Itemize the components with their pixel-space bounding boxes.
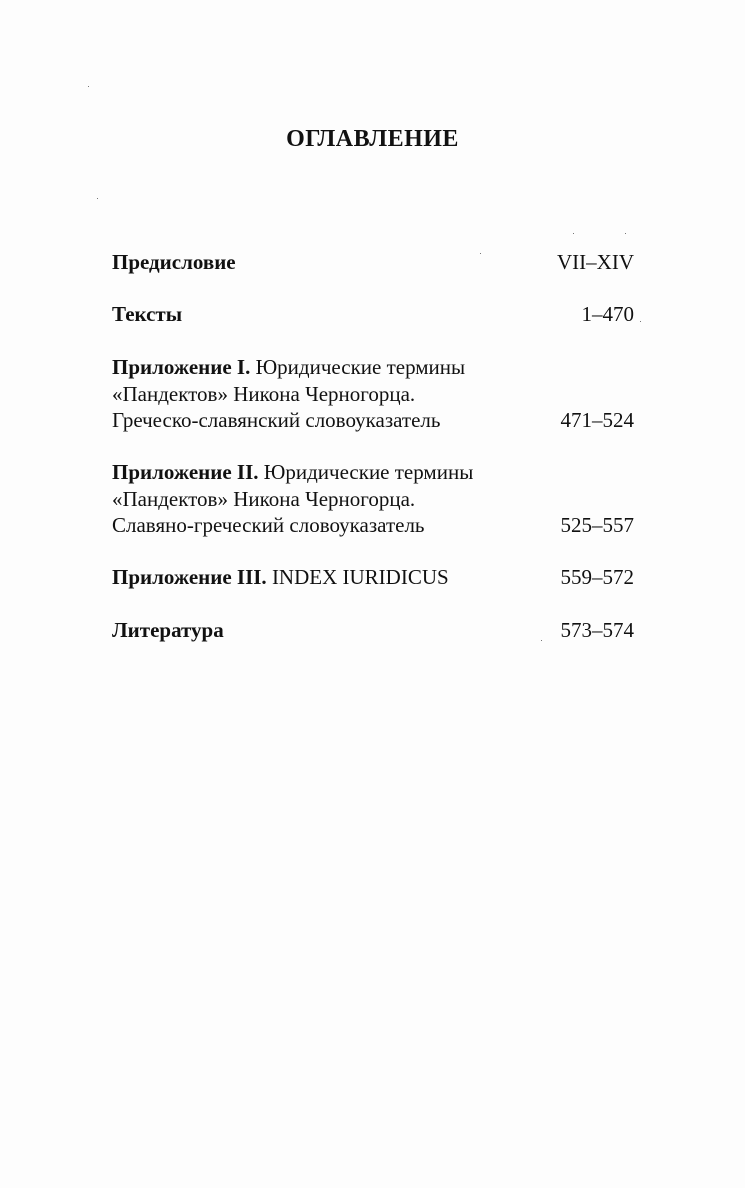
scan-speck xyxy=(88,86,89,87)
page-title: ОГЛАВЛЕНИЕ xyxy=(286,126,459,152)
toc-entry-pages: 471–524 xyxy=(560,408,634,432)
toc-entry-pages: 525–557 xyxy=(560,513,634,537)
scan-speck xyxy=(625,233,626,234)
toc-entry-heading: Предисловие xyxy=(112,250,236,274)
toc-entry-line: Греческо-славянский словоуказатель xyxy=(112,408,441,432)
toc-entry-heading: Тексты xyxy=(112,302,183,326)
toc-entry-preface[interactable] xyxy=(112,249,634,276)
toc-entry-subtitle: INDEX IURIDICUS xyxy=(266,565,449,589)
toc-entry-heading: Приложение II. xyxy=(112,460,259,484)
toc-entry-text xyxy=(112,249,532,276)
toc-entry-pages: VII–XIV xyxy=(557,250,634,274)
scan-speck xyxy=(97,198,98,199)
scan-speck xyxy=(573,233,574,234)
toc-entry-appendix-2[interactable] xyxy=(112,459,634,539)
toc-entry-texts[interactable] xyxy=(112,301,634,328)
toc-entry-text xyxy=(112,354,532,434)
scan-speck xyxy=(480,253,481,254)
toc-entry-text xyxy=(112,301,532,328)
toc-entry-heading: Приложение III. xyxy=(112,565,267,589)
toc-entry-pages: 1–470 xyxy=(581,302,634,326)
scan-speck xyxy=(640,321,641,322)
toc-entry-text xyxy=(112,459,532,539)
toc-entry-appendix-1[interactable] xyxy=(112,354,634,434)
toc-entry-line: «Пандектов» Никона Черногорца. xyxy=(112,381,416,406)
toc-entry-pages: 559–572 xyxy=(560,565,634,589)
toc-entry-text xyxy=(112,617,532,644)
scan-speck xyxy=(541,640,542,641)
toc-entry-literature[interactable] xyxy=(112,617,634,644)
toc-entry-line: Славяно-греческий словоуказатель xyxy=(112,513,425,537)
toc-entry-appendix-3[interactable] xyxy=(112,564,634,591)
toc-entry-text xyxy=(112,564,532,591)
toc-entry-subtitle: Юридические термины xyxy=(258,460,474,484)
toc-entry-heading: Литература xyxy=(112,618,224,642)
toc-entry-heading: Приложение I. xyxy=(112,355,251,379)
toc-entry-subtitle: Юридические термины xyxy=(250,355,466,379)
toc-entry-line: «Пандектов» Никона Черногорца. xyxy=(112,486,416,511)
toc-entry-pages: 573–574 xyxy=(560,618,634,642)
